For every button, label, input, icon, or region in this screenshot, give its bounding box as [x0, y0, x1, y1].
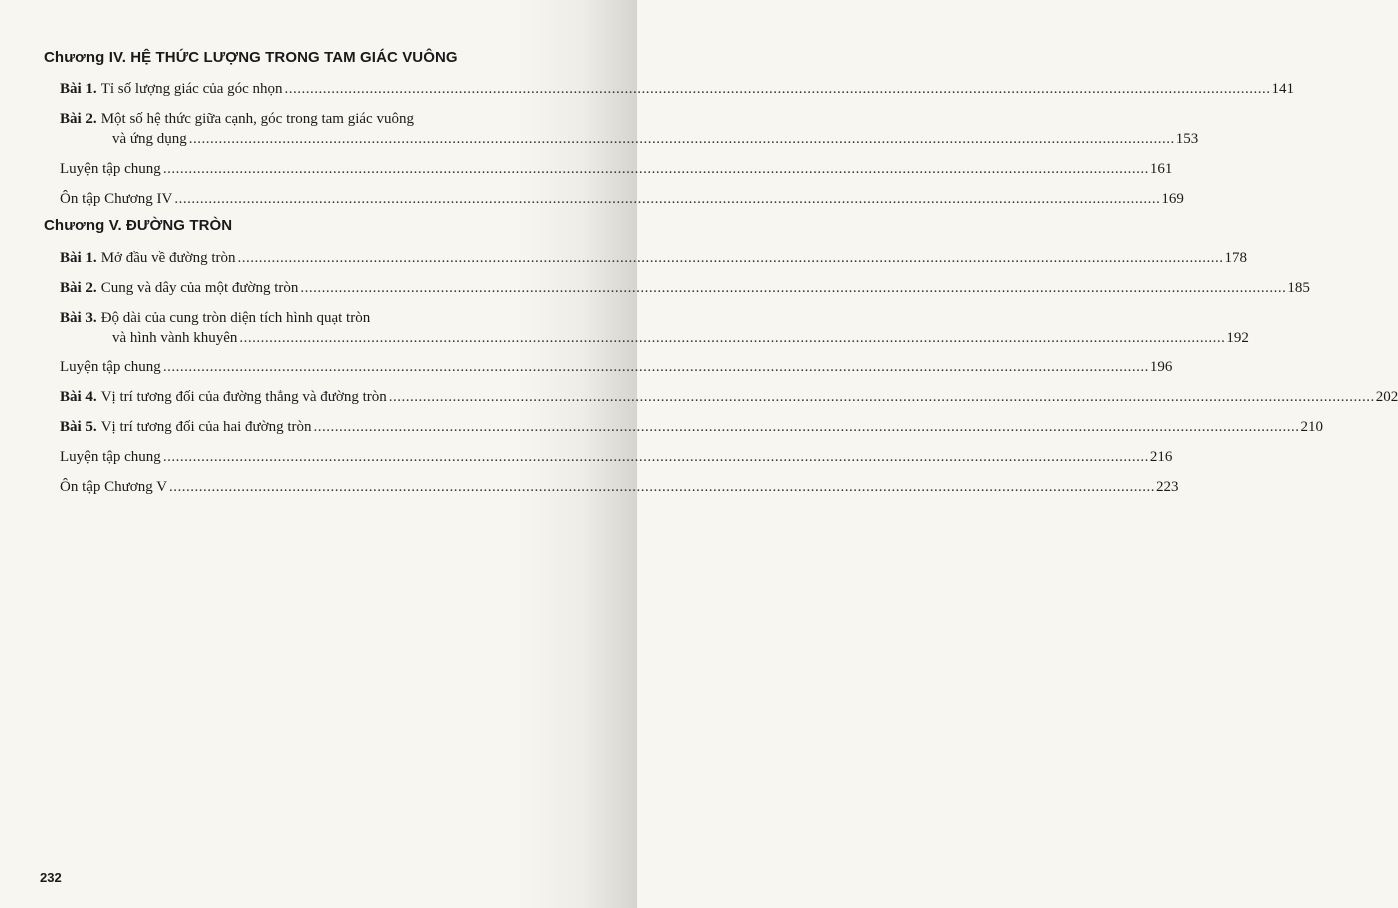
entry-page-number: 216 — [1149, 449, 1173, 465]
entry-page-number: 210 — [1300, 419, 1324, 435]
toc-entry-ch5-lesson2[interactable] — [60, 278, 1310, 298]
page-number: 232 — [40, 870, 62, 885]
dot-leader — [174, 189, 1160, 209]
entry-page-number: 161 — [1149, 161, 1173, 177]
chapter-5-heading: Chương V. ĐƯỜNG TRÒN — [44, 217, 233, 234]
lesson-number: Bài 5. — [60, 419, 97, 435]
entry-title: Tỉ số lượng giác của góc nhọn — [100, 81, 283, 97]
dot-leader — [163, 159, 1149, 179]
lesson-number: Bài 2. — [60, 280, 97, 296]
dot-leader — [285, 79, 1271, 99]
toc-entry-ch4-practice[interactable] — [60, 159, 1173, 179]
entry-page-number: 223 — [1156, 479, 1179, 495]
dot-leader — [189, 129, 1175, 149]
lesson-number: Bài 1. — [60, 81, 97, 97]
toc-entry-ch4-lesson2[interactable] — [60, 109, 1199, 149]
entry-title: Vị trí tương đối của đường thẳng và đường tròn — [100, 389, 387, 405]
toc-entry-ch5-lesson4[interactable] — [60, 387, 1398, 407]
entry-title: Luyện tập chung — [60, 161, 161, 177]
lesson-number: Bài 3. — [60, 310, 97, 326]
toc-entry-ch4-review[interactable] — [60, 189, 1184, 209]
toc-entry-ch5-practice-1[interactable] — [60, 357, 1173, 377]
lesson-number: Bài 1. — [60, 250, 97, 266]
entry-title: Độ dài của cung tròn diện tích hình quạt tròn — [100, 310, 371, 326]
entry-title-continued: và hình vành khuyên — [112, 330, 238, 346]
dot-leader — [314, 417, 1300, 437]
dot-leader — [169, 477, 1155, 497]
dot-leader — [238, 248, 1224, 268]
toc-entry-ch4-lesson1[interactable] — [60, 79, 1295, 99]
entry-page-number: 192 — [1226, 330, 1249, 346]
entry-title-continued: và ứng dụng — [112, 131, 187, 147]
dot-leader — [163, 357, 1149, 377]
toc-entry-ch5-lesson1[interactable] — [60, 248, 1247, 268]
toc-entry-ch5-lesson5[interactable] — [60, 417, 1324, 437]
toc-entry-ch5-practice-2[interactable] — [60, 447, 1173, 467]
entry-title: Luyện tập chung — [60, 449, 161, 465]
entry-page-number: 196 — [1149, 359, 1173, 375]
entry-page-number: 185 — [1287, 280, 1310, 296]
dot-leader — [300, 278, 1286, 298]
toc-entry-ch5-review[interactable] — [60, 477, 1179, 497]
chapter-4-heading: Chương IV. HỆ THỨC LƯỢNG TRONG TAM GIÁC VUÔNG — [44, 49, 458, 66]
dot-leader — [239, 328, 1225, 348]
entry-page-number: 202 — [1375, 389, 1398, 405]
entry-title: Luyện tập chung — [60, 359, 161, 375]
entry-page-number: 178 — [1224, 250, 1247, 266]
lesson-number: Bài 2. — [60, 111, 97, 127]
entry-title: Vị trí tương đối của hai đường tròn — [100, 419, 312, 435]
entry-title: Cung và dây của một đường tròn — [100, 280, 299, 296]
entry-title: Một số hệ thức giữa cạnh, góc trong tam giác vuông — [100, 111, 414, 127]
entry-title: Mở đầu về đường tròn — [100, 250, 236, 266]
entry-page-number: 153 — [1175, 131, 1199, 147]
entry-title: Ôn tập Chương V — [60, 479, 168, 495]
entry-page-number: 169 — [1161, 191, 1184, 207]
dot-leader — [389, 387, 1375, 407]
dot-leader — [163, 447, 1149, 467]
entry-page-number: 141 — [1271, 81, 1295, 97]
lesson-number: Bài 4. — [60, 389, 97, 405]
toc-entry-ch5-lesson3[interactable] — [60, 308, 1249, 348]
entry-title: Ôn tập Chương IV — [60, 191, 173, 207]
